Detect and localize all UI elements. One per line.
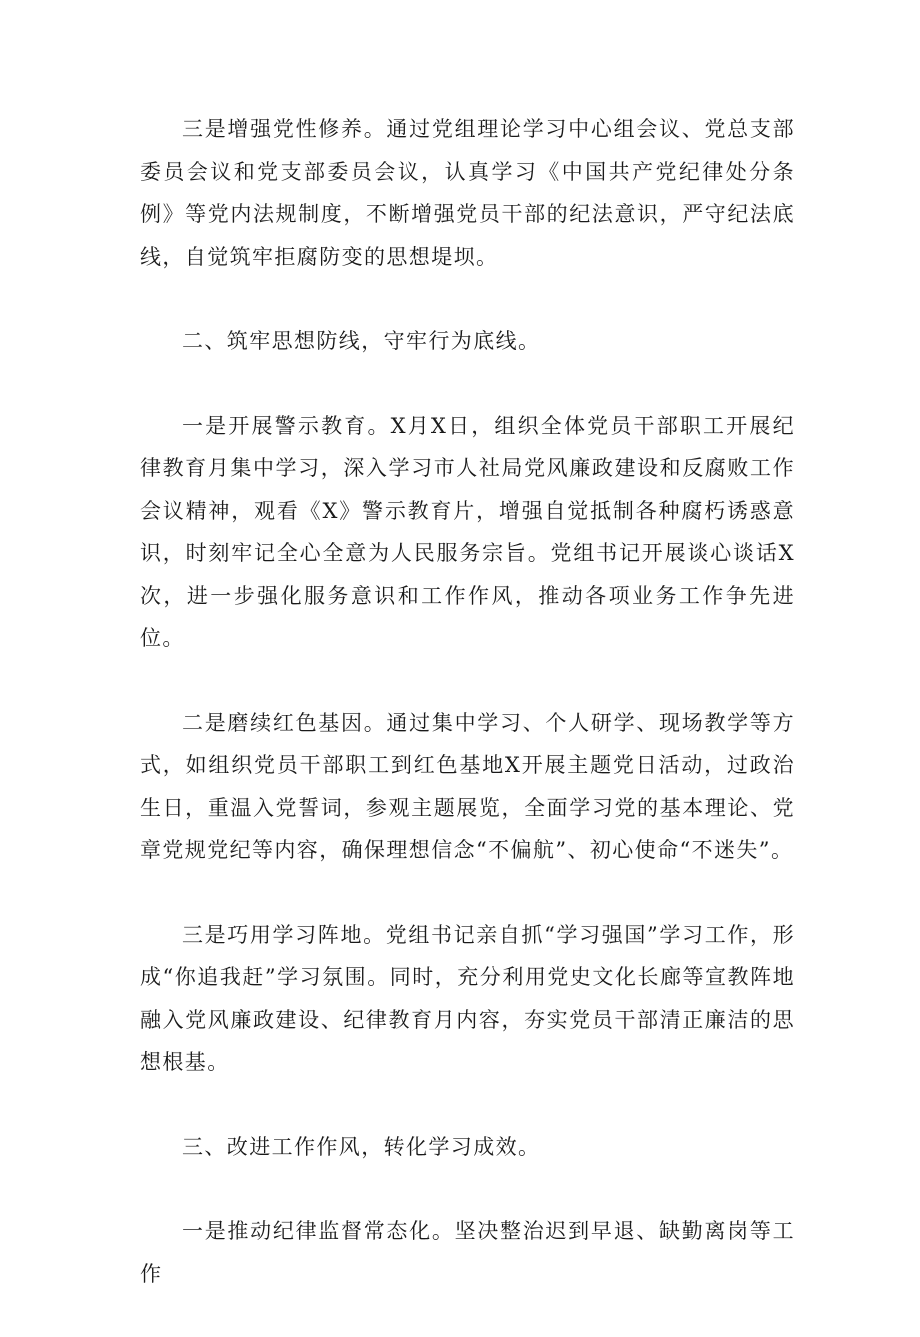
paragraph-discipline-supervision: 一是推动纪律监督常态化。坚决整治迟到早退、缺勤离岗等工作 (140, 1219, 795, 1286)
section-heading-2: 二、筑牢思想防线，守牢行为底线。 (182, 329, 541, 353)
paragraph-strengthen-party-spirit: 三是增强党性修养。通过党组理论学习中心组会议、党总支部委员会议和党支部委员会议，认真学习《中国共产党纪律处分条例》等党内法规制度，不断增强党员干部的纪法意识，严守纪法底线，自觉筑牢拒腐防变的思想堤坝。 (140, 117, 795, 269)
paragraph-red-gene: 二是磨续红色基因。通过集中学习、个人研学、现场教学等方式，如组织党员干部职工到红色基地X开展主题党日活动，过政治生日，重温入党誓词，参观主题展览，全面学习党的基本理论、党章党规党纪等内容，确保理想信念“不偏航”、初心使命“不迷失”。 (140, 710, 795, 862)
section-heading-3: 三、改进工作作风，转化学习成效。 (182, 1134, 541, 1159)
document-body (140, 108, 795, 1337)
paragraph-study-platform: 三是巧用学习阵地。党组书记亲自抓“学习强国”学习工作，形成“你追我赶”学习氛围。同时，充分利用党史文化长廊等宣教阵地融入党风廉政建设、纪律教育月内容，夯实党员干部清正廉洁的思想根基。 (140, 922, 795, 1074)
paragraph-warning-education: 一是开展警示教育。X月X日，组织全体党员干部职工开展纪律教育月集中学习，深入学习市人社局党风廉政建设和反腐败工作会议精神，观看《X》警示教育片，增强自觉抵制各种腐朽诱惑意识，时刻牢记全心全意为人民服务宗旨。党组书记开展谈心谈话X次，进一步强化服务意识和工作作风，推动各项业务工作争先进位。 (140, 413, 795, 650)
